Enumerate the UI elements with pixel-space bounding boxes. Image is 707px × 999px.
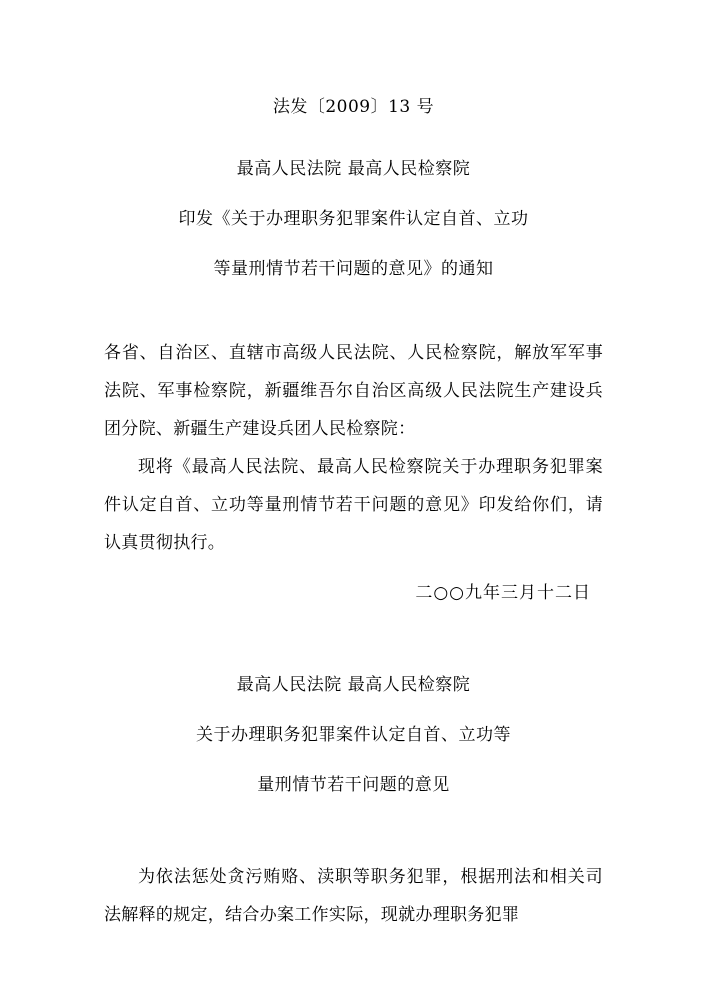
- notice-title-line-2: 印发《关于办理职务犯罪案件认定自首、立功: [178, 209, 529, 229]
- opinion-body: [104, 858, 603, 934]
- opinion-title: [104, 660, 603, 810]
- opinion-title-line-3: 量刑情节若干问题的意见: [257, 775, 450, 795]
- notice-body: [104, 334, 603, 612]
- opinion-first-paragraph: 为依法惩处贪污贿赂、渎职等职务犯罪，根据刑法和相关司法解释的规定，结合办案工作实际，现就办理职务犯罪: [104, 867, 603, 925]
- notice-title-line-3: 等量刑情节若干问题的意见》的通知: [213, 259, 494, 279]
- opinion-title-line-1: 最高人民法院 最高人民检察院: [236, 675, 471, 695]
- opinion-title-line-2: 关于办理职务犯罪案件认定自首、立功等: [196, 725, 511, 745]
- notice-body-paragraph: 现将《最高人民法院、最高人民检察院关于办理职务犯罪案件认定自首、立功等量刑情节若干问题的意见》印发给你们，请认真贯彻执行。: [104, 457, 603, 553]
- notice-title: [104, 144, 603, 294]
- document-number: 法发〔2009〕13 号: [272, 97, 435, 117]
- notice-title-line-1: 最高人民法院 最高人民检察院: [236, 159, 471, 179]
- issue-date: 二○○九年三月十二日: [415, 583, 591, 603]
- recipients-paragraph: 各省、自治区、直辖市高级人民法院、人民检察院，解放军军事法院、军事检察院，新疆维吾尔自治区高级人民法院生产建设兵团分院、新疆生产建设兵团人民检察院：: [104, 343, 603, 439]
